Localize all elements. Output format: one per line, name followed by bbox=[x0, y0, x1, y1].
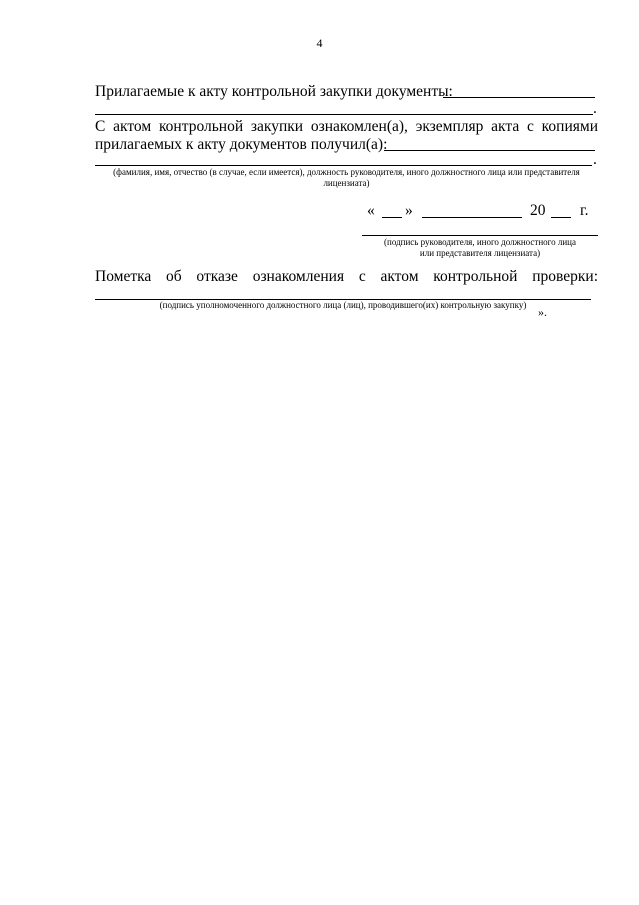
refusal-closing: ». bbox=[538, 305, 547, 319]
page-number: 4 bbox=[316, 36, 323, 50]
date-open-quote: « bbox=[367, 202, 375, 219]
acquaintance-blank-line-1 bbox=[384, 150, 595, 151]
attachments-blank-line-2 bbox=[95, 114, 593, 115]
signature-caption-line-2: или представителя лицензиата) bbox=[419, 248, 541, 258]
signature-blank-line bbox=[362, 235, 598, 236]
date-day-blank bbox=[382, 217, 402, 218]
acquaintance-text-line-1: С актом контрольной закупки ознакомлен(а), экземпляр акта с копиями bbox=[95, 118, 598, 135]
attachments-blank-line-1 bbox=[443, 97, 595, 98]
date-close-quote: » bbox=[405, 202, 413, 219]
date-year-blank bbox=[551, 217, 571, 218]
attachments-end-punct: . bbox=[593, 100, 597, 117]
attachments-label: Прилагаемые к акту контрольной закупки документы: bbox=[95, 83, 453, 100]
acquaintance-caption-line-1: (фамилия, имя, отчество (в случае, если имеется), должность руководителя, иного должностного лица или представителя bbox=[113, 167, 580, 177]
acquaintance-end-punct: . bbox=[593, 151, 597, 168]
acquaintance-text-line-2: прилагаемых к акту документов получил(а): bbox=[95, 136, 388, 153]
date-month-blank bbox=[422, 217, 522, 218]
date-year-prefix: 20 bbox=[530, 202, 546, 219]
refusal-caption: (подпись уполномоченного должностного лица (лиц), проводившего(их) контрольную закупку) bbox=[159, 300, 527, 310]
refusal-label: Пометка об отказе ознакомления с актом контрольной проверки: bbox=[95, 268, 598, 285]
acquaintance-blank-line-2 bbox=[95, 165, 592, 166]
acquaintance-caption-line-2: лицензиата) bbox=[323, 178, 370, 188]
date-year-suffix: г. bbox=[580, 202, 589, 219]
signature-caption-line-1: (подпись руководителя, иного должностного лица bbox=[384, 237, 576, 247]
